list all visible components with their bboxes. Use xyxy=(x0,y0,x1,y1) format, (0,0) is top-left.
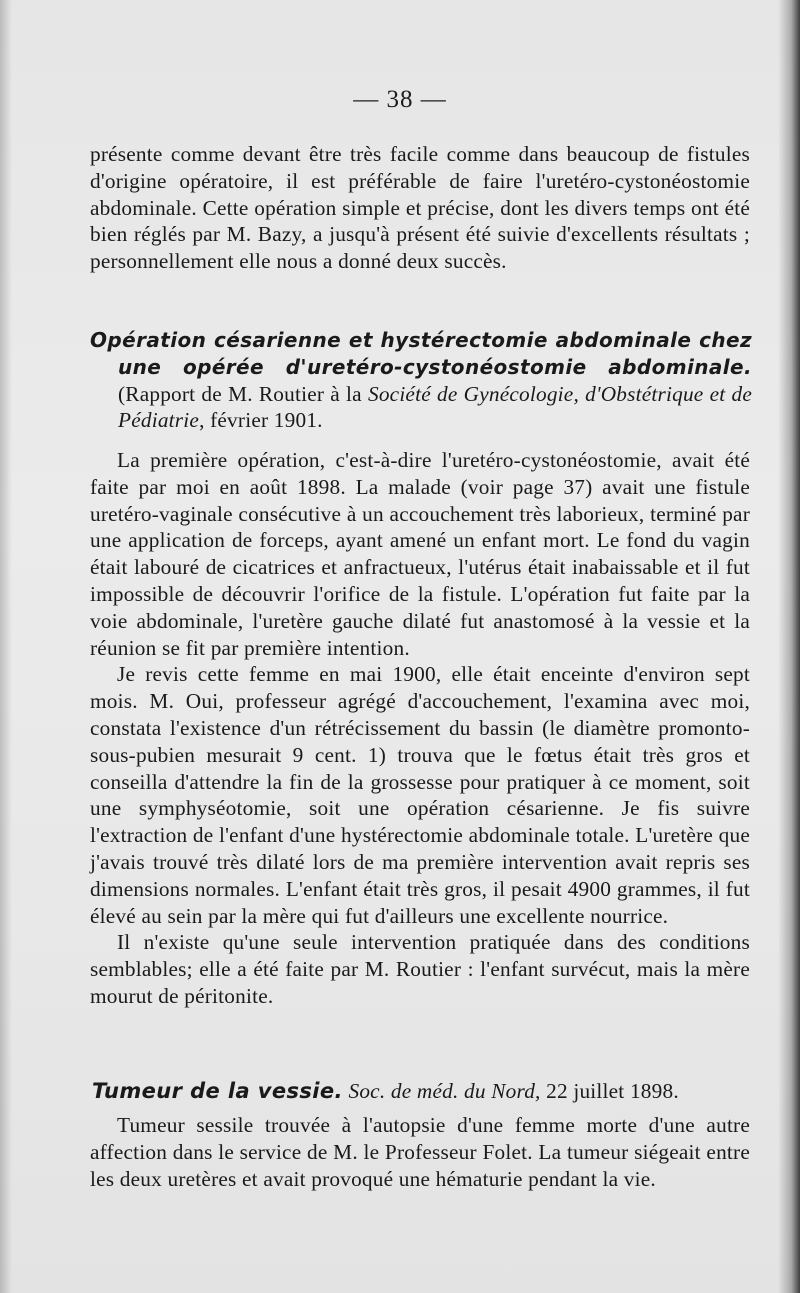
section1-heading xyxy=(90,327,752,434)
page-number: — 38 — xyxy=(353,86,447,113)
section2-source: Soc. de méd. du Nord, xyxy=(348,1079,541,1103)
section2-heading xyxy=(92,1078,752,1105)
page-shadow-left xyxy=(0,0,12,1293)
section1-paragraph: Je revis cette femme en mai 1900, elle était enceinte d'environ sept mois. M. Oui, professeur agrégé d'accouchement, l'examina avec moi, constata l'existence d'un rétrécissement du bassin (le diamètre promonto-sous-pubien mesurait 9 cent. 1) trouva que le fœtus était très gros et conseilla d'attendre la fin de la grossesse pour pratiquer à ce moment, soit une symphyséotomie, soit une opération césarienne. Je fis suivre l'extraction de l'enfant d'une hystérectomie abdominale totale. L'uretère que j'avais trouvé très dilaté lors de ma première intervention avait repris ses dimensions normales. L'enfant était très gros, il pesait 4900 grammes, il fut élevé au sein par la mère qui fut d'ailleurs une excellente nourrice. xyxy=(90,662,750,928)
section1-title: Opération césarienne et hystérectomie abdominale chez une opérée d'uretéro-cystonéostomie abdominale. xyxy=(90,328,752,379)
section1-source-prefix: (Rapport de M. Routier à la xyxy=(118,381,368,406)
section2-body xyxy=(90,1112,750,1192)
intro-paragraph xyxy=(90,141,750,275)
section1-source-society: Société de Gynécologie, d'Obstétrique et de Pédiatrie xyxy=(118,381,752,433)
section1-body xyxy=(90,447,750,1010)
section2-date: 22 juillet 1898. xyxy=(546,1079,679,1103)
intro-text: présente comme devant être très facile comme dans beaucoup de fistules d'origine opératoire, il est préférable de faire l'uretéro-cystonéostomie abdominale. Cette opération simple et précise, dont les divers temps ont été bien réglés par M. Bazy, a jusqu'à présent été suivie d'excellents résultats ; personnellement elle nous a donné deux succès. xyxy=(90,142,750,274)
section2-paragraph: Tumeur sessile trouvée à l'autopsie d'une femme morte d'une autre affection dans le service de M. le Professeur Folet. La tumeur siégeait entre les deux uretères et avait provoqué une hématurie pendant la vie. xyxy=(90,1113,750,1191)
page-shadow-right xyxy=(778,0,800,1293)
section2-title: Tumeur de la vessie. xyxy=(92,1079,343,1103)
section1-paragraph: Il n'existe qu'une seule intervention pratiquée dans des conditions semblables; elle a été faite par M. Routier : l'enfant survécut, mais la mère mourut de péritonite. xyxy=(90,930,750,1008)
section1-source-suffix: , février 1901. xyxy=(199,408,323,433)
section1-paragraph: La première opération, c'est-à-dire l'uretéro-cystonéostomie, avait été faite par moi en août 1898. La malade (voir page 37) avait une fistule uretéro-vaginale consécutive à un accouchement très laborieux, terminé par une application de forceps, ayant amené un enfant mort. Le fond du vagin était labouré de cicatrices et anfractueux, l'utérus était inabaissable et il fut impossible de découvrir l'orifice de la fistule. L'opération fut faite par la voie abdominale, l'uretère gauche dilaté fut anastomosé à la vessie et la réunion se fit par première intention. xyxy=(90,448,750,660)
